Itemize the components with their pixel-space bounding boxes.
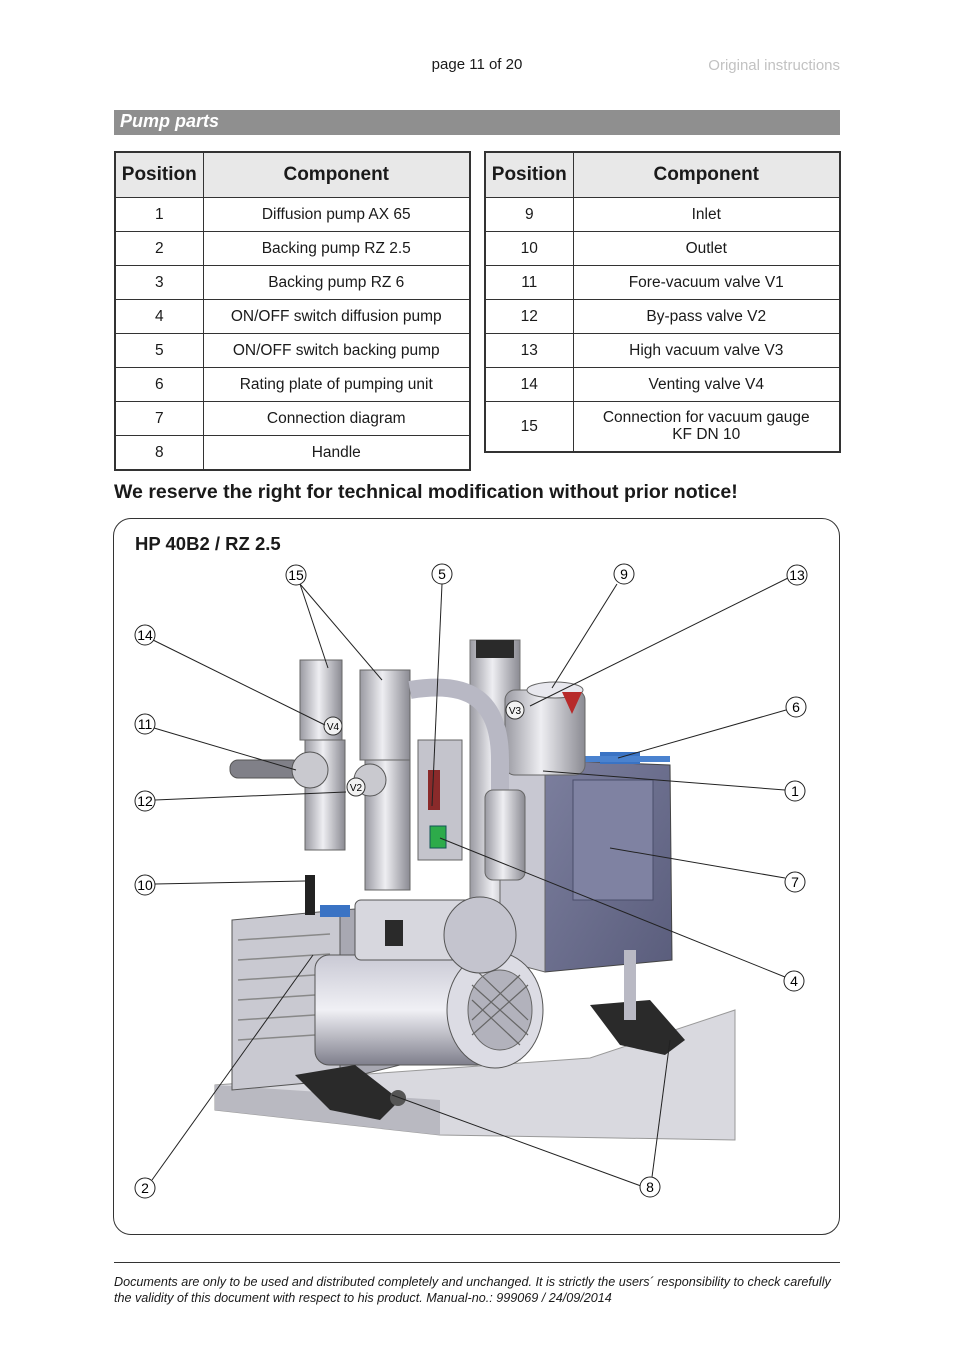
callout-number: 5 — [438, 566, 446, 582]
component-line: Connection for vacuum gauge — [602, 409, 810, 427]
callout-number: 4 — [790, 973, 798, 989]
position-header: Position — [485, 152, 573, 198]
valve-label-v4 — [324, 717, 342, 735]
callout-2 — [135, 1178, 155, 1198]
callout-7 — [785, 872, 805, 892]
callout-14 — [135, 625, 155, 645]
callout-number: 6 — [792, 699, 800, 715]
callout-15 — [286, 565, 306, 585]
valve-label-v3 — [506, 701, 524, 719]
callout-number: 12 — [137, 793, 153, 809]
callout-number: 13 — [789, 567, 805, 583]
valve-label-text: V4 — [326, 722, 340, 733]
valve-label-text: V2 — [349, 783, 363, 794]
component-cell: High vacuum valve V3 — [573, 334, 840, 368]
component-cell: Outlet — [573, 232, 840, 266]
callout-number: 15 — [288, 567, 304, 583]
component-header: Component — [203, 152, 470, 198]
component-cell: Fore-vacuum valve V1 — [573, 266, 840, 300]
component-cell: Venting valve V4 — [573, 368, 840, 402]
valve-label-v2 — [347, 778, 365, 796]
callout-6 — [786, 697, 806, 717]
position-cell: 11 — [485, 266, 573, 300]
callout-number: 8 — [646, 1179, 654, 1195]
component-cell: Connection diagram — [203, 402, 470, 436]
position-cell: 14 — [485, 368, 573, 402]
footer-line: Documents are only to be used and distributed completely and unchanged. It is strictly the users´ responsibility to check carefully — [114, 1275, 831, 1289]
component-cell: Backing pump RZ 6 — [203, 266, 470, 300]
position-cell: 12 — [485, 300, 573, 334]
component-cell: ON/OFF switch diffusion pump — [203, 300, 470, 334]
callout-1 — [785, 781, 805, 801]
position-cell: 10 — [485, 232, 573, 266]
component-cell: Inlet — [573, 198, 840, 232]
modification-notice: We reserve the right for technical modification without prior notice! — [114, 481, 738, 503]
component-cell: Rating plate of pumping unit — [203, 368, 470, 402]
original-instructions-label: Original instructions — [708, 57, 840, 74]
position-cell: 7 — [115, 402, 203, 436]
callout-number: 11 — [137, 716, 153, 732]
footer-line: the validity of this document with respect to his product. Manual-no.: 999069 / 24/09/2014 — [114, 1291, 612, 1305]
position-cell: 3 — [115, 266, 203, 300]
position-cell: 2 — [115, 232, 203, 266]
section-title: Pump parts — [120, 111, 220, 131]
callout-13 — [787, 565, 807, 585]
page-number: page 11 of 20 — [431, 56, 523, 73]
position-header: Position — [115, 152, 203, 198]
callout-5 — [432, 564, 452, 584]
callout-number: 7 — [791, 874, 799, 890]
callout-number: 10 — [137, 877, 153, 893]
position-cell: 8 — [115, 436, 203, 471]
callout-number: 2 — [141, 1180, 149, 1196]
callout-8 — [640, 1177, 660, 1197]
component-cell: By-pass valve V2 — [573, 300, 840, 334]
position-cell: 6 — [115, 368, 203, 402]
callout-4 — [784, 971, 804, 991]
position-cell: 4 — [115, 300, 203, 334]
component-line: KF DN 10 — [672, 426, 741, 444]
switch-housing — [418, 740, 462, 860]
component-cell: Diffusion pump AX 65 — [203, 198, 470, 232]
callout-number: 1 — [791, 783, 799, 799]
position-cell: 9 — [485, 198, 573, 232]
figure-title: HP 40B2 / RZ 2.5 — [135, 533, 281, 554]
footer-disclaimer — [114, 1274, 854, 1306]
position-cell: 15 — [485, 402, 573, 452]
component-cell: ON/OFF switch backing pump — [203, 334, 470, 368]
callout-11 — [135, 714, 155, 734]
position-cell: 5 — [115, 334, 203, 368]
callout-12 — [135, 791, 155, 811]
valve-label-text: V3 — [508, 706, 522, 717]
footer-divider — [114, 1262, 840, 1263]
inlet-assembly — [505, 682, 585, 775]
component-cell: Backing pump RZ 2.5 — [203, 232, 470, 266]
position-cell: 1 — [115, 198, 203, 232]
callout-number: 14 — [137, 627, 153, 643]
component-header: Component — [573, 152, 840, 198]
position-cell: 13 — [485, 334, 573, 368]
callout-number: 9 — [620, 566, 628, 582]
callout-9 — [614, 564, 634, 584]
callout-10 — [135, 875, 155, 895]
component-cell: Handle — [203, 436, 470, 471]
